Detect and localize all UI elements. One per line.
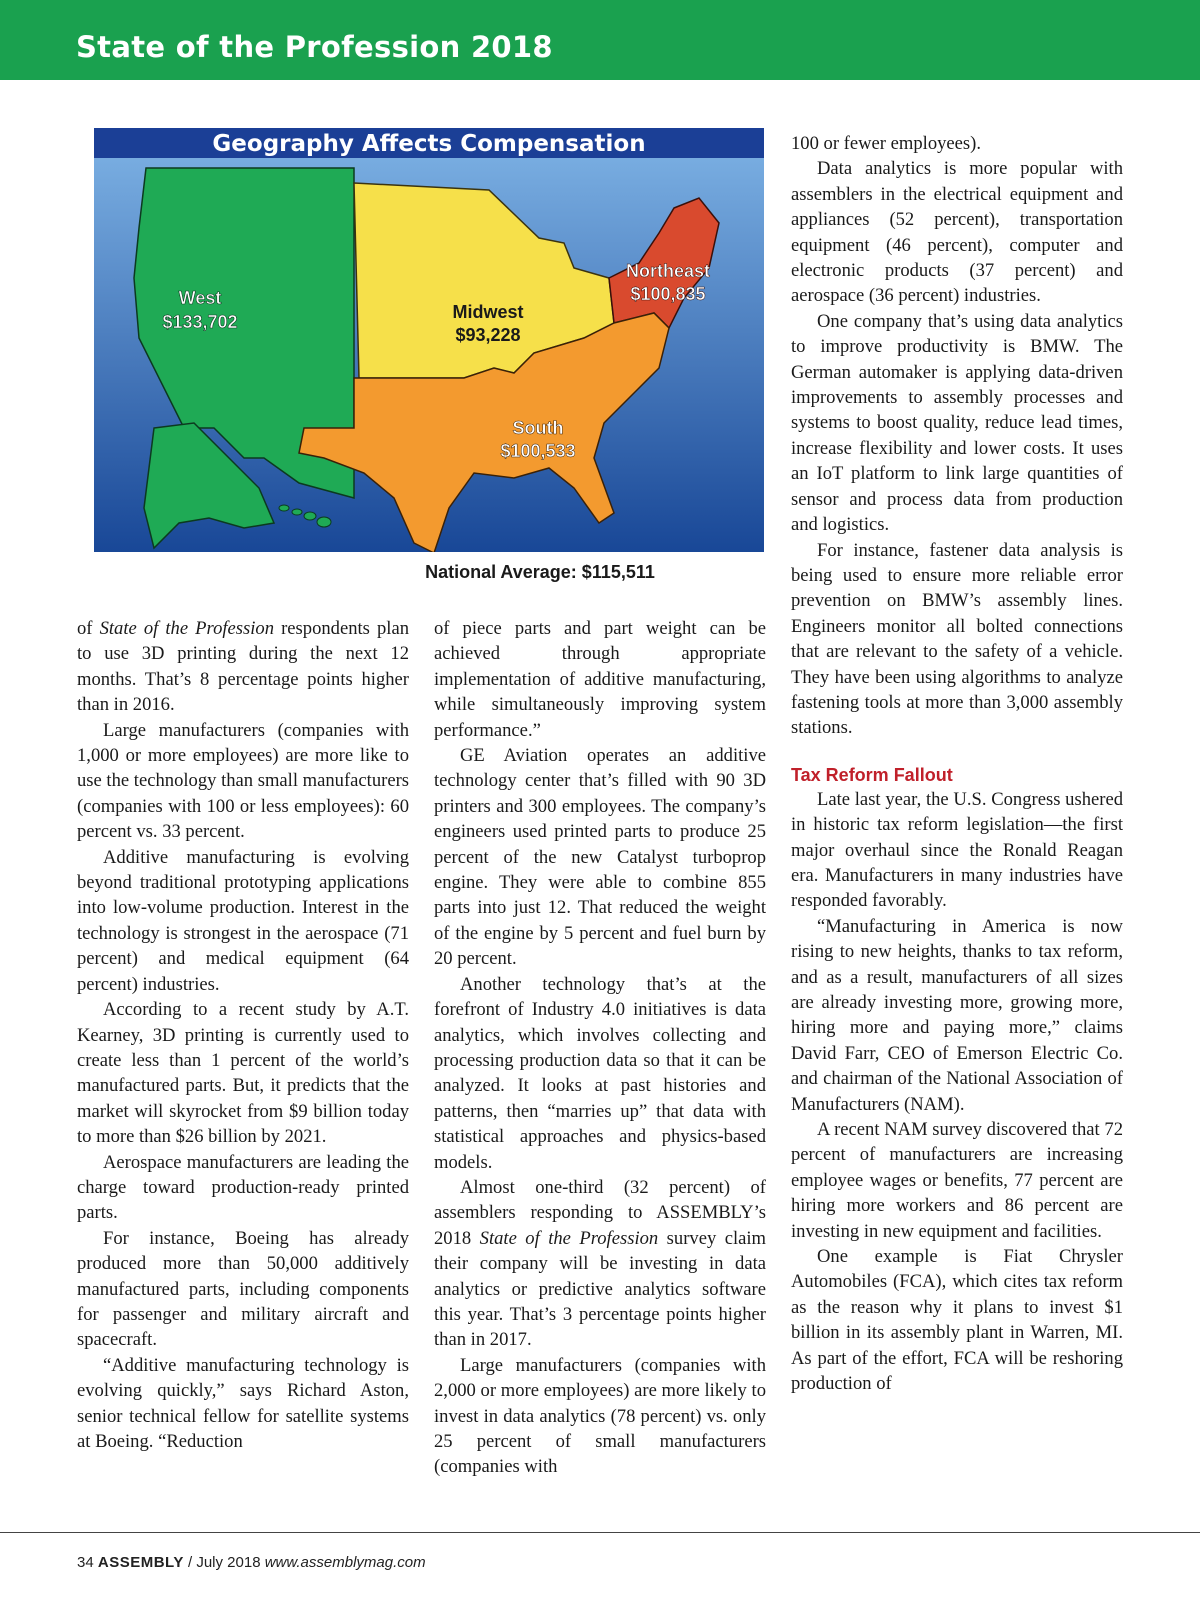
paragraph: Almost one-third (32 percent) of assemblers responding to ASSEMBLY’s 2018 State of the Profession survey claim their company will be investing in data analytics or predictive analytics software this year. That’s 3 percentage points higher than in 2017.: [434, 1176, 766, 1351]
page-footer: [77, 1554, 426, 1571]
paragraph: Aerospace manufacturers are leading the charge toward production-ready printed parts.: [77, 1151, 409, 1224]
section-title: State of the Profession 2018: [76, 30, 553, 64]
magazine-url: www.assemblymag.com: [264, 1554, 426, 1571]
page-number: 34: [77, 1554, 94, 1571]
paragraph: GE Aviation operates an additive technology center that’s filled with 90 3D printers and 300 employees. The company’s engineers used printed parts to produce 25 percent of the new Catalyst turboprop engine. They were able to combine 855 parts into just 12. That reduced the weight of the engine by 5 percent and fuel burn by 20 percent.: [434, 745, 766, 970]
column-2: [434, 616, 766, 1480]
paragraph: One example is Fiat Chrysler Automobiles (FCA), which cites tax reform as the reason why it plans to invest $1 billion in its assembly plant in Warren, MI. As part of the effort, FCA will be reshoring production of: [791, 1246, 1123, 1395]
paragraph: For instance, fastener data analysis is being used to ensure more reliable error prevention on BMW’s assembly lines. Engineers monitor all bolted connections that are relevant to the safety of a vehicle. They have been using algorithms to analyze fastening tools at more than 3,000 assembly stations.: [791, 539, 1123, 739]
paragraph: According to a recent study by A.T. Kearney, 3D printing is currently used to create less than 1 percent of the world’s manufactured parts. But, it predicts that the market will skyrocket from $9 billion today to more than $26 billion by 2021.: [77, 999, 409, 1148]
section-heading: Tax Reform Fallout: [791, 764, 953, 785]
paragraph: Data analytics is more popular with assemblers in the electrical equipment and appliances (52 percent), transportation equipment (46 percent), computer and electronic products (37 percent) and aerospace (36 percent) industries.: [791, 158, 1123, 307]
paragraph: 100 or fewer employees).: [791, 133, 981, 154]
section-header: [0, 0, 1200, 80]
paragraph: Large manufacturers (companies with 2,000 or more employees) are more likely to invest in data analytics (78 percent) vs. only 25 percent of small manufacturers (companies with: [434, 1354, 766, 1478]
south-label: South: [512, 418, 564, 438]
west-label: West: [178, 288, 222, 308]
paragraph: For instance, Boeing has already produced more than 50,000 additively manufactured parts, including components for passenger and military aircraft and spacecraft.: [77, 1227, 409, 1351]
paragraph: of piece parts and part weight can be achieved through appropriate implementation of additive manufacturing, while simultaneously improving system performance.”: [434, 618, 766, 741]
paragraph: Large manufacturers (companies with 1,000 or more employees) are more like to use the technology than small manufacturers (companies with 100 or less employees): 60 percent vs. 33 percent.: [77, 719, 410, 843]
paragraph: Another technology that’s at the forefront of Industry 4.0 initiatives is data analytics, which involves collecting and processing production data so that it can be analyzed. It looks at past histories and patterns, then “marries up” that data with statistical approaches and physics-based models.: [434, 973, 766, 1173]
national-average: National Average: $115,511: [425, 562, 655, 582]
paragraph: One company that’s using data analytics to improve productivity is BMW. The German automaker is applying data-driven improvements to assembly processes and systems to boost quality, reduce lead times, increase flexibility and lower costs. It uses an IoT platform to link large quantities of sensor and process data from production and logistics.: [791, 310, 1123, 536]
map-title: Geography Affects Compensation: [212, 131, 646, 157]
paragraph: of State of the Profession respondents plan to use 3D printing during the next 12 months. That’s 8 percentage points higher than in 2016.: [77, 618, 409, 716]
paragraph: “Additive manufacturing technology is evolving quickly,” says Richard Aston, senior technical fellow for satellite systems at Boeing. “Reduction: [77, 1354, 409, 1452]
west-value: $133,702: [162, 312, 238, 332]
magazine-name: ASSEMBLY: [97, 1554, 184, 1571]
south-value: $100,533: [500, 441, 576, 461]
compensation-map: [94, 128, 764, 600]
northeast-value: $100,835: [630, 284, 706, 304]
paragraph: Late last year, the U.S. Congress ushered in historic tax reform legislation—the first major overhaul since the Ronald Reagan era. Manufacturers in many industries have responded favorably.: [791, 788, 1123, 912]
northeast-label: Northeast: [625, 261, 711, 281]
column-1: [77, 616, 409, 1454]
footer-divider: [0, 1532, 1200, 1533]
paragraph: “Manufacturing in America is now rising to new heights, thanks to tax reform, and as a result, manufacturers of all sizes are already investing more, growing more, hiring more and paying more,” claims David Farr, CEO of Emerson Electric Co. and chairman of the National Association of Manufacturers (NAM).: [791, 915, 1123, 1115]
midwest-label: Midwest: [452, 302, 524, 322]
issue-date: / July 2018: [188, 1554, 261, 1571]
paragraph: Additive manufacturing is evolving beyond traditional prototyping applications into low-volume production. Interest in the technology is strongest in the aerospace (71 percent) and medical equipment (64 percent) industries.: [77, 846, 409, 995]
paragraph: A recent NAM survey discovered that 72 percent of manufacturers are increasing employee wages or benefits, 77 percent are hiring more workers and 86 percent are investing in new equipment and facilities.: [791, 1119, 1123, 1242]
midwest-value: $93,228: [455, 325, 521, 345]
column-3: [791, 131, 1123, 1397]
